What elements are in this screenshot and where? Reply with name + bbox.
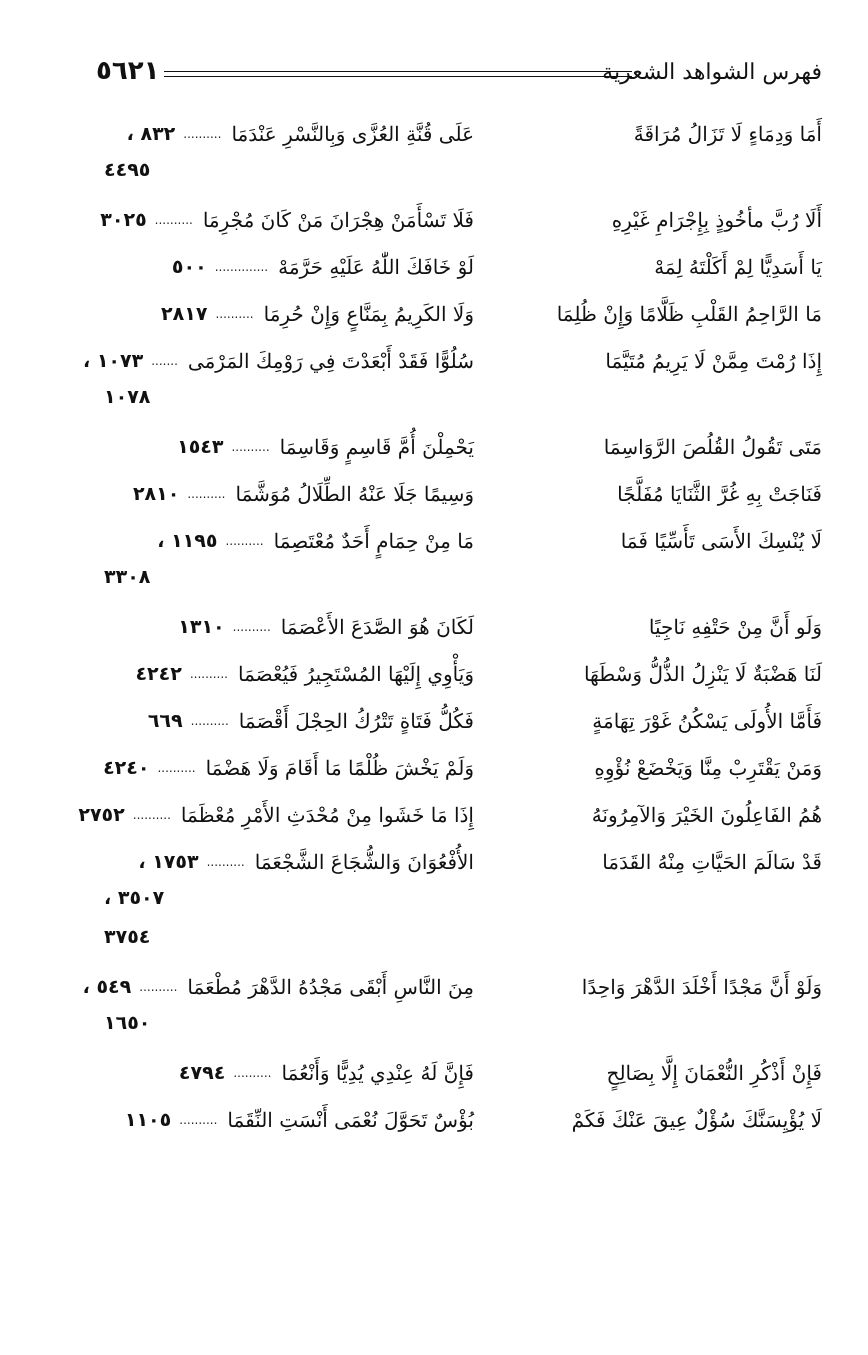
verse-line	[98, 1049, 822, 1096]
index-entry	[98, 697, 822, 744]
reference-numbers: ٤٧٩٤	[178, 1062, 226, 1084]
second-hemistich-with-refs	[102, 298, 474, 330]
continued-reference-numbers: ٣٧٥٤	[104, 926, 151, 948]
second-hemistich: سُلُوًّا فَقَدْ أَبْعَدْتَ فِي رَوْمِكَ المَرْمَى	[187, 349, 474, 373]
second-hemistich-with-refs	[102, 1057, 474, 1089]
verse-line	[98, 470, 822, 517]
reference-numbers: ٥٤٩ ،	[82, 976, 132, 998]
index-entry	[98, 290, 822, 337]
first-hemistich: لَا يُؤْيِسَنَّكَ سُؤْلٌ عِيقَ عَنْكَ فَكَمْ	[571, 1108, 822, 1132]
verse-line	[98, 603, 822, 650]
reference-numbers: ٢٨١٠	[132, 483, 180, 505]
second-hemistich: فَلَا تَسْأَمَنْ هِجْرَانَ مَنْ كَانَ مُجْرِمَا	[202, 208, 474, 232]
leader-dots: ..........	[139, 980, 178, 994]
second-hemistich-with-refs	[102, 611, 474, 643]
second-hemistich-with-refs	[102, 1104, 474, 1136]
verse-line	[98, 838, 822, 885]
first-hemistich: لَنَا هَضْبَةٌ لَا يَنْزِلُ الذُّلُّ وَسْطَهَا	[583, 662, 822, 686]
reference-continuation-line	[98, 384, 822, 423]
continued-reference-numbers: ١٠٧٨	[104, 386, 151, 408]
leader-dots: ..........	[157, 761, 196, 775]
verse-line	[98, 423, 822, 470]
index-entry	[98, 196, 822, 243]
second-hemistich: فَإِنَّ لَهُ عِنْدِي يُدِيًّا وَأَنْعُمَا	[281, 1061, 474, 1085]
leader-dots: ..........	[132, 808, 171, 822]
leader-dots: ..............	[214, 260, 269, 274]
index-entry	[98, 838, 822, 963]
running-title: فهرس الشواهد الشعرية	[602, 60, 822, 85]
second-hemistich-with-refs	[78, 799, 474, 831]
index-entry	[98, 110, 822, 196]
first-hemistich: هُمُ الفَاعِلُونَ الخَيْرَ وَالآمِرُونَهُ	[591, 803, 822, 827]
first-hemistich: إِذَا رُمْتَ مِمَّنْ لَا يَرِيمُ مُتَيَّمَا	[605, 349, 822, 373]
index-entry	[98, 423, 822, 470]
first-hemistich: أَلَا رُبَّ مأخُوذٍ بِإِجْرَامِ غَيْرِهِ	[611, 208, 822, 232]
second-hemistich: بُؤْسٌ تَحَوَّلَ نُعْمَى أَنْسَتِ النِّقَمَا	[227, 1108, 474, 1132]
leader-dots: ..........	[231, 440, 270, 454]
reference-numbers: ٢٧٥٢	[78, 804, 125, 826]
second-hemistich-with-refs	[102, 478, 474, 510]
index-entry	[98, 470, 822, 517]
second-hemistich: لَكَانَ هُوَ الصَّدَعَ الأَعْصَمَا	[280, 615, 474, 639]
verse-line	[98, 517, 822, 564]
index-entry	[98, 603, 822, 650]
page-number: ٥٦٢١	[96, 56, 160, 86]
leader-dots: ..........	[189, 667, 228, 681]
index-entry	[98, 243, 822, 290]
second-hemistich-with-refs	[102, 204, 474, 236]
leader-dots: ..........	[190, 714, 229, 728]
reference-numbers: ١١٩٥ ،	[157, 530, 218, 552]
first-hemistich: فَنَاجَتْ بِهِ غُرَّ الثَّنَايَا مُفَلَّجًا	[617, 482, 822, 506]
leader-dots: ..........	[206, 855, 245, 869]
first-hemistich: وَلَوْ أَنَّ مَجْدًا أَخْلَدَ الدَّهْرَ وَاحِدًا	[581, 975, 822, 999]
index-entry	[98, 1096, 822, 1143]
reference-numbers: ٦٦٩	[147, 710, 183, 732]
verse-line	[98, 697, 822, 744]
verse-line	[98, 650, 822, 697]
first-hemistich: مَا الرَّاحِمُ القَلْبِ ظَلَّامًا وَإِنْ ظُلِمَا	[556, 302, 822, 326]
reference-numbers: ١٣١٠	[178, 616, 225, 638]
first-hemistich: قَدْ سَالَمَ الحَيَّاتِ مِنْهُ القَدَمَا	[602, 850, 822, 874]
index-entry	[98, 1049, 822, 1096]
verse-line	[98, 196, 822, 243]
continued-reference-numbers: ٣٣٠٨	[104, 566, 151, 588]
page-header	[98, 54, 822, 98]
first-hemistich: يَا أَسَدِيًّا لِمْ أَكَلْتَهُ لِمَهْ	[654, 255, 822, 279]
second-hemistich: فَكُلُّ فَتَاةٍ تَتْرُكُ الحِجْلَ أَقْصَمَا	[238, 709, 474, 733]
reference-numbers: ١٠٧٣ ،	[82, 350, 144, 372]
leader-dots: ..........	[154, 213, 193, 227]
first-hemistich: مَتَى تَقُولُ القُلُصَ الرَّوَاسِمَا	[603, 435, 822, 459]
verse-line	[98, 110, 822, 157]
verse-line	[98, 1096, 822, 1143]
second-hemistich-with-refs	[102, 705, 474, 737]
second-hemistich-with-refs	[82, 345, 474, 377]
reference-numbers: ٤٢٤٠	[103, 757, 150, 779]
second-hemistich-with-refs	[102, 118, 474, 150]
second-hemistich: الأُفْعُوَانَ وَالشُّجَاعَ الشَّجْعَمَا	[254, 850, 474, 874]
first-hemistich: فَإِنْ أَذْكُرِ النُّعْمَانَ إِلَّا بِصَالِحٍ	[606, 1061, 822, 1085]
second-hemistich: وَيَأْوِي إِلَيْهَا المُسْتَجِيرُ فَيُعْصَمَا	[237, 662, 474, 686]
second-hemistich: وَلَا الكَرِيمُ بِمَنَّاعٍ وَإِنْ حُرِمَا	[263, 302, 474, 326]
leader-dots: ..........	[232, 620, 271, 634]
second-hemistich: وَلَمْ يَخْشَ ظُلْمًا مَا أَقَامَ وَلَا هَضْمَا	[205, 756, 474, 780]
second-hemistich-with-refs	[82, 971, 474, 1003]
first-hemistich: وَلَو أَنَّ مِنْ حَتْفِهِ نَاجِيًا	[648, 615, 822, 639]
second-hemistich-with-refs	[102, 251, 474, 283]
index-entry	[82, 963, 822, 1049]
verse-line	[82, 963, 822, 1010]
reference-numbers: ٨٣٢ ،	[126, 123, 176, 145]
poetry-index-list	[78, 110, 822, 1143]
verse-line	[78, 791, 822, 838]
reference-numbers: ١٧٥٣ ،	[138, 851, 199, 873]
verse-line	[98, 290, 822, 337]
reference-numbers: ١٥٤٣	[177, 436, 224, 458]
first-hemistich: أَمَا وَدِمَاءٍ لَا تَزَالُ مُرَاقَةً	[633, 122, 822, 146]
second-hemistich: إِذَا مَا خَشَوا مِنْ مُحْدَثِ الأَمْرِ مُعْظَمَا	[180, 803, 474, 827]
reference-numbers: ٢٨١٧	[161, 303, 208, 325]
first-hemistich: فَأَمَّا الأُولَى يَسْكُنُ غَوْرَ تِهَامَةٍ	[592, 709, 822, 733]
first-hemistich: وَمَنْ يَقْتَرِبْ مِنَّا وَيَخْضَعْ نُؤْوِهِ	[594, 756, 822, 780]
reference-continuation-line	[98, 885, 822, 924]
leader-dots: .......	[151, 354, 178, 368]
reference-continuation-line	[98, 924, 822, 963]
second-hemistich: لَوْ خَافَكَ اللّٰهُ عَلَيْهِ حَرَّمَهْ	[278, 255, 474, 279]
reference-numbers: ١١٠٥	[124, 1109, 172, 1131]
second-hemistich-with-refs	[102, 525, 474, 557]
reference-continuation-line	[98, 564, 822, 603]
second-hemistich-with-refs	[102, 752, 474, 784]
header-double-rule	[164, 71, 632, 77]
reference-numbers: ٥٠٠	[171, 256, 207, 278]
reference-continuation-line	[98, 1010, 822, 1049]
index-entry	[78, 791, 822, 838]
second-hemistich: مِنَ النَّاسِ أَبْقَى مَجْدُهُ الدَّهْرَ مُطْعَمَا	[187, 975, 474, 999]
verse-line	[98, 243, 822, 290]
leader-dots: ..........	[233, 1066, 272, 1080]
leader-dots: ..........	[187, 487, 226, 501]
verse-line	[98, 744, 822, 791]
continued-reference-numbers: ٣٥٠٧ ،	[104, 887, 165, 909]
reference-continuation-line	[98, 157, 822, 196]
continued-reference-numbers: ١٦٥٠	[104, 1012, 151, 1034]
second-hemistich: يَحْمِلْنَ أُمَّ قَاسِمٍ وَقَاسِمَا	[279, 435, 474, 459]
second-hemistich-with-refs	[102, 658, 474, 690]
index-entry	[82, 337, 822, 423]
reference-numbers: ٣٠٢٥	[100, 209, 147, 231]
leader-dots: ..........	[179, 1113, 218, 1127]
reference-numbers: ٤٢٤٢	[135, 663, 182, 685]
continued-reference-numbers: ٤٤٩٥	[104, 159, 151, 181]
index-entry	[98, 650, 822, 697]
second-hemistich-with-refs	[102, 846, 474, 878]
second-hemistich: وَسِيمًا جَلَا عَنْهُ الطِّلَالُ مُوَشَّمَا	[235, 482, 474, 506]
index-entry	[98, 744, 822, 791]
leader-dots: ..........	[225, 534, 264, 548]
second-hemistich-with-refs	[102, 431, 474, 463]
second-hemistich: عَلَى قُنَّةِ العُزَّى وَبِالنَّسْرِ عَنْدَمَا	[231, 122, 474, 146]
leader-dots: ..........	[215, 307, 254, 321]
first-hemistich: لَا يُنْسِكَ الأَسَى تَأَسِّيًا فَمَا	[620, 529, 822, 553]
verse-line	[82, 337, 822, 384]
second-hemistich: مَا مِنْ حِمَامٍ أَحَدٌ مُعْتَصِمَا	[273, 529, 474, 553]
index-entry	[98, 517, 822, 603]
leader-dots: ..........	[183, 127, 222, 141]
